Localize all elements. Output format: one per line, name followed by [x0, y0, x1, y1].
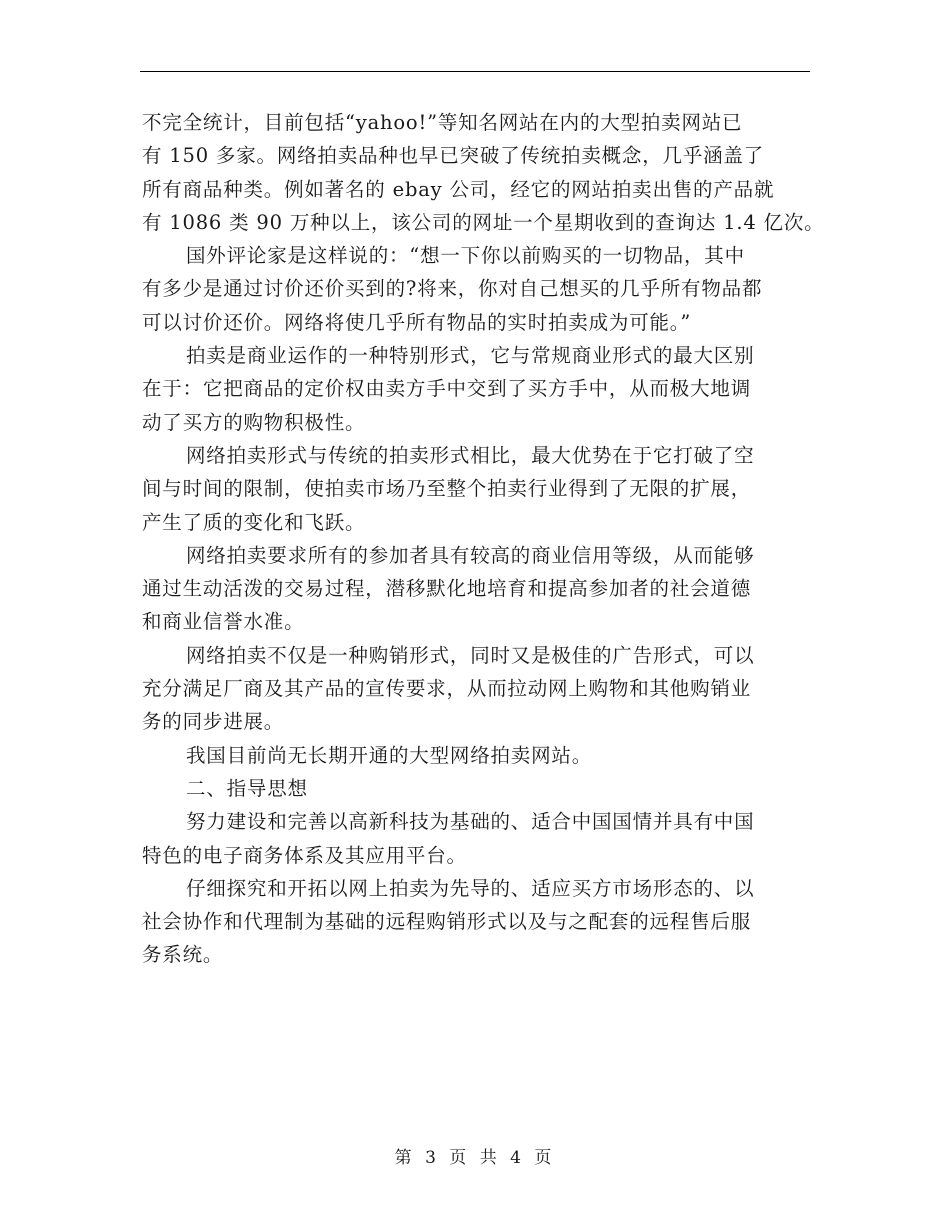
text-line: 产生了质的变化和飞跃。: [142, 510, 366, 534]
text-line: 所有商品种类。例如著名的 ebay 公司，经它的网站拍卖出售的产品就: [142, 177, 775, 201]
text-line: 社会协作和代理制为基础的远程购销形式以及与之配套的远程售后服: [142, 910, 752, 934]
text-line: 有 1086 类 90 万种以上，该公司的网址一个星期收到的查询达 1.4 亿次。: [142, 210, 825, 234]
text-line: 网络拍卖形式与传统的拍卖形式相比，最大优势在于它打破了空: [186, 443, 755, 467]
text-line: 国外评论家是这样说的：“想一下你以前购买的一切物品，其中: [186, 244, 745, 268]
text-line: 务的同步进展。: [142, 710, 285, 734]
text-line: 和商业信誉水准。: [142, 610, 305, 634]
text-line: 网络拍卖要求所有的参加者具有较高的商业信用等级，从而能够: [186, 543, 755, 567]
text-line: 不完全统计，目前包括“yahoo!”等知名网站在内的大型拍卖网站已: [142, 111, 743, 134]
text-line: 动了买方的购物积极性。: [142, 410, 366, 434]
text-line: 间与时间的限制，使拍卖市场乃至整个拍卖行业得到了无限的扩展，: [142, 477, 752, 501]
body-text: [142, 106, 825, 972]
text-line: 充分满足厂商及其产品的宣传要求，从而拉动网上购物和其他购销业: [142, 677, 752, 701]
text-line: 有 150 多家。网络拍卖品种也早已突破了传统拍卖概念，几乎涵盖了: [142, 144, 765, 168]
text-line: 通过生动活泼的交易过程，潜移默化地培育和提高参加者的社会道德: [142, 577, 752, 601]
text-line: 可以讨价还价。网络将使几乎所有物品的实时拍卖成为可能。”: [142, 310, 692, 334]
text-line: 特色的电子商务体系及其应用平台。: [142, 843, 467, 867]
text-line: 拍卖是商业运作的一种特别形式，它与常规商业形式的最大区别: [186, 344, 755, 368]
text-line: 有多少是通过讨价还价买到的?将来，你对自己想买的几乎所有物品都: [142, 277, 763, 301]
text-line: 努力建设和完善以高新科技为基础的、适合中国国情并具有中国: [186, 810, 755, 834]
text-line: 仔细探究和开拓以网上拍卖为先导的、适应买方市场形态的、以: [186, 876, 755, 900]
header-rule: [140, 71, 810, 72]
text-line: 我国目前尚无长期开通的大型网络拍卖网站。: [186, 743, 593, 767]
text-line: 网络拍卖不仅是一种购销形式，同时又是极佳的广告形式，可以: [186, 643, 755, 667]
text-line: 在于：它把商品的定价权由卖方手中交到了买方手中，从而极大地调: [142, 377, 752, 401]
text-line: 务系统。: [142, 943, 224, 967]
page-number: 第 3 页 共 4 页: [394, 1148, 556, 1168]
section-heading: 二、指导思想: [186, 776, 308, 800]
